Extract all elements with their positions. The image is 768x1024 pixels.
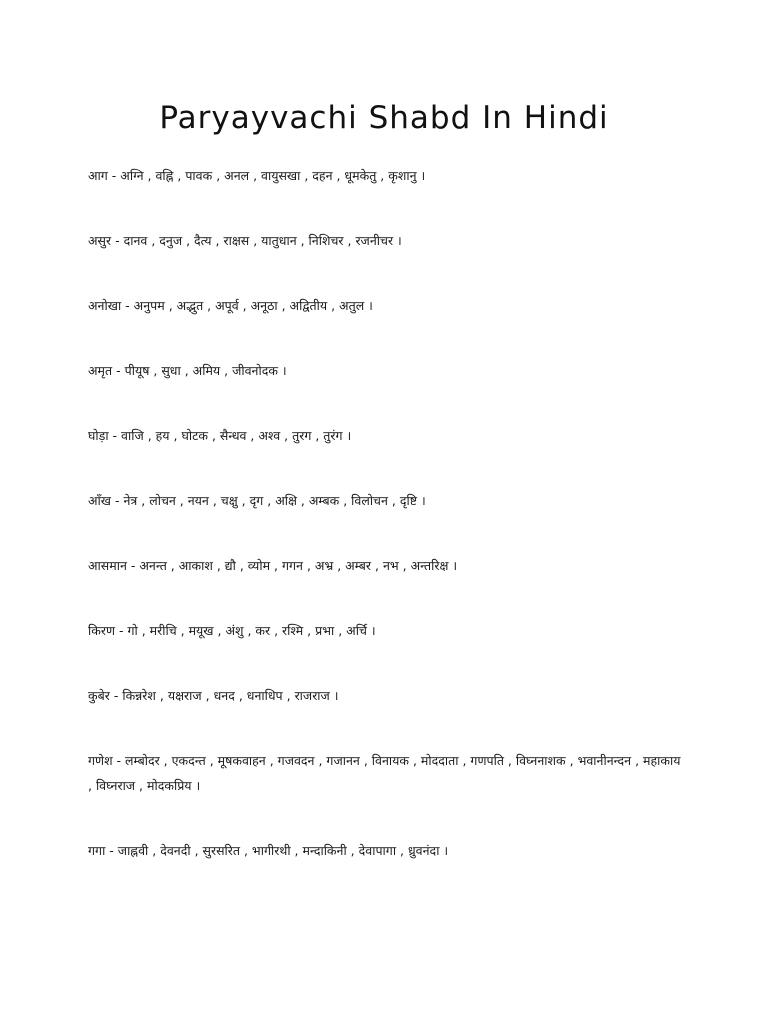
- entry-term: असुर: [88, 233, 112, 248]
- entry-term: आसमान: [88, 558, 127, 573]
- list-item: [88, 683, 688, 708]
- entry-synonyms: किन्नरेश , यक्षराज , धनद , धनाधिप , राजराज ।: [122, 688, 339, 703]
- entry-term: आग: [88, 168, 108, 183]
- list-item: [88, 618, 688, 643]
- entry-synonyms: लम्बोदर , एकदन्त , मूषकवाहन , गजवदन , गजानन , विनायक , मोददाता , गणपति , विघ्ननाशक , भवानीनन्दन , महाकाय , विघ्नराज , मोदकप्रिय ।: [88, 753, 681, 793]
- entry-synonyms: अनुपम , अद्भुत , अपूर्व , अनूठा , अद्वितीय , अतुल ।: [133, 298, 373, 313]
- entry-separator: -: [107, 168, 121, 183]
- entry-synonyms: गो , मरीचि , मयूख , अंशु , कर , रश्मि , प्रभा , अर्चि ।: [127, 623, 376, 638]
- entry-separator: -: [112, 363, 125, 378]
- entry-separator: -: [121, 298, 134, 313]
- list-item: [88, 293, 688, 318]
- entry-separator: -: [111, 233, 124, 248]
- entry-synonyms: अग्नि , वह्नि , पावक , अनल , वायुसखा , दहन , धूमकेतु , कृशानु ।: [120, 168, 426, 183]
- entry-synonyms: नेत्र , लोचन , नयन , चक्षु , दृग , अक्षि , अम्बक , विलोचन , दृष्टि ।: [123, 493, 426, 508]
- entry-separator: -: [109, 688, 123, 703]
- list-item: [88, 163, 688, 188]
- entry-term: आँख: [88, 493, 112, 508]
- entry-synonyms: जाह्नवी , देवनदी , सुरसरित , भागीरथी , मन्दाकिनी , देवापागा , ध्रुवनंदा ।: [117, 843, 449, 858]
- entry-term: घोड़ा: [88, 428, 109, 443]
- entry-separator: -: [108, 428, 122, 443]
- list-item: [88, 488, 688, 513]
- entry-term: गगा: [88, 843, 106, 858]
- entry-synonyms: वाजि , हय , घोटक , सैन्धव , अश्व , तुरग , तुरंग ।: [121, 428, 352, 443]
- entry-separator: -: [111, 493, 124, 508]
- entry-separator: -: [105, 843, 118, 858]
- entry-separator: -: [126, 558, 140, 573]
- list-item: [88, 423, 688, 448]
- entry-synonyms: पीयूष , सुधा , अमिय , जीवनोदक ।: [124, 363, 287, 378]
- synonym-list: [88, 163, 688, 903]
- list-item: [88, 838, 688, 863]
- list-item: [88, 228, 688, 253]
- list-item: [88, 553, 688, 578]
- entry-separator: -: [112, 753, 126, 768]
- entry-synonyms: अनन्त , आकाश , द्यौ , व्योम , गगन , अभ्र , अम्बर , नभ , अन्तरिक्ष ।: [139, 558, 458, 573]
- page-title: Paryayvachi Shabd In Hindi: [159, 100, 609, 136]
- entry-term: अनोखा: [88, 298, 122, 313]
- entry-synonyms: दानव , दनुज , दैत्य , राक्षस , यातुधान , निशिचर , रजनीचर ।: [123, 233, 402, 248]
- entry-term: कुबेर: [88, 688, 110, 703]
- entry-term: किरण: [88, 623, 115, 638]
- list-item: [88, 358, 688, 383]
- entry-term: गणेश: [88, 753, 113, 768]
- list-item: [88, 748, 688, 798]
- entry-separator: -: [115, 623, 128, 638]
- entry-term: अमृत: [88, 363, 113, 378]
